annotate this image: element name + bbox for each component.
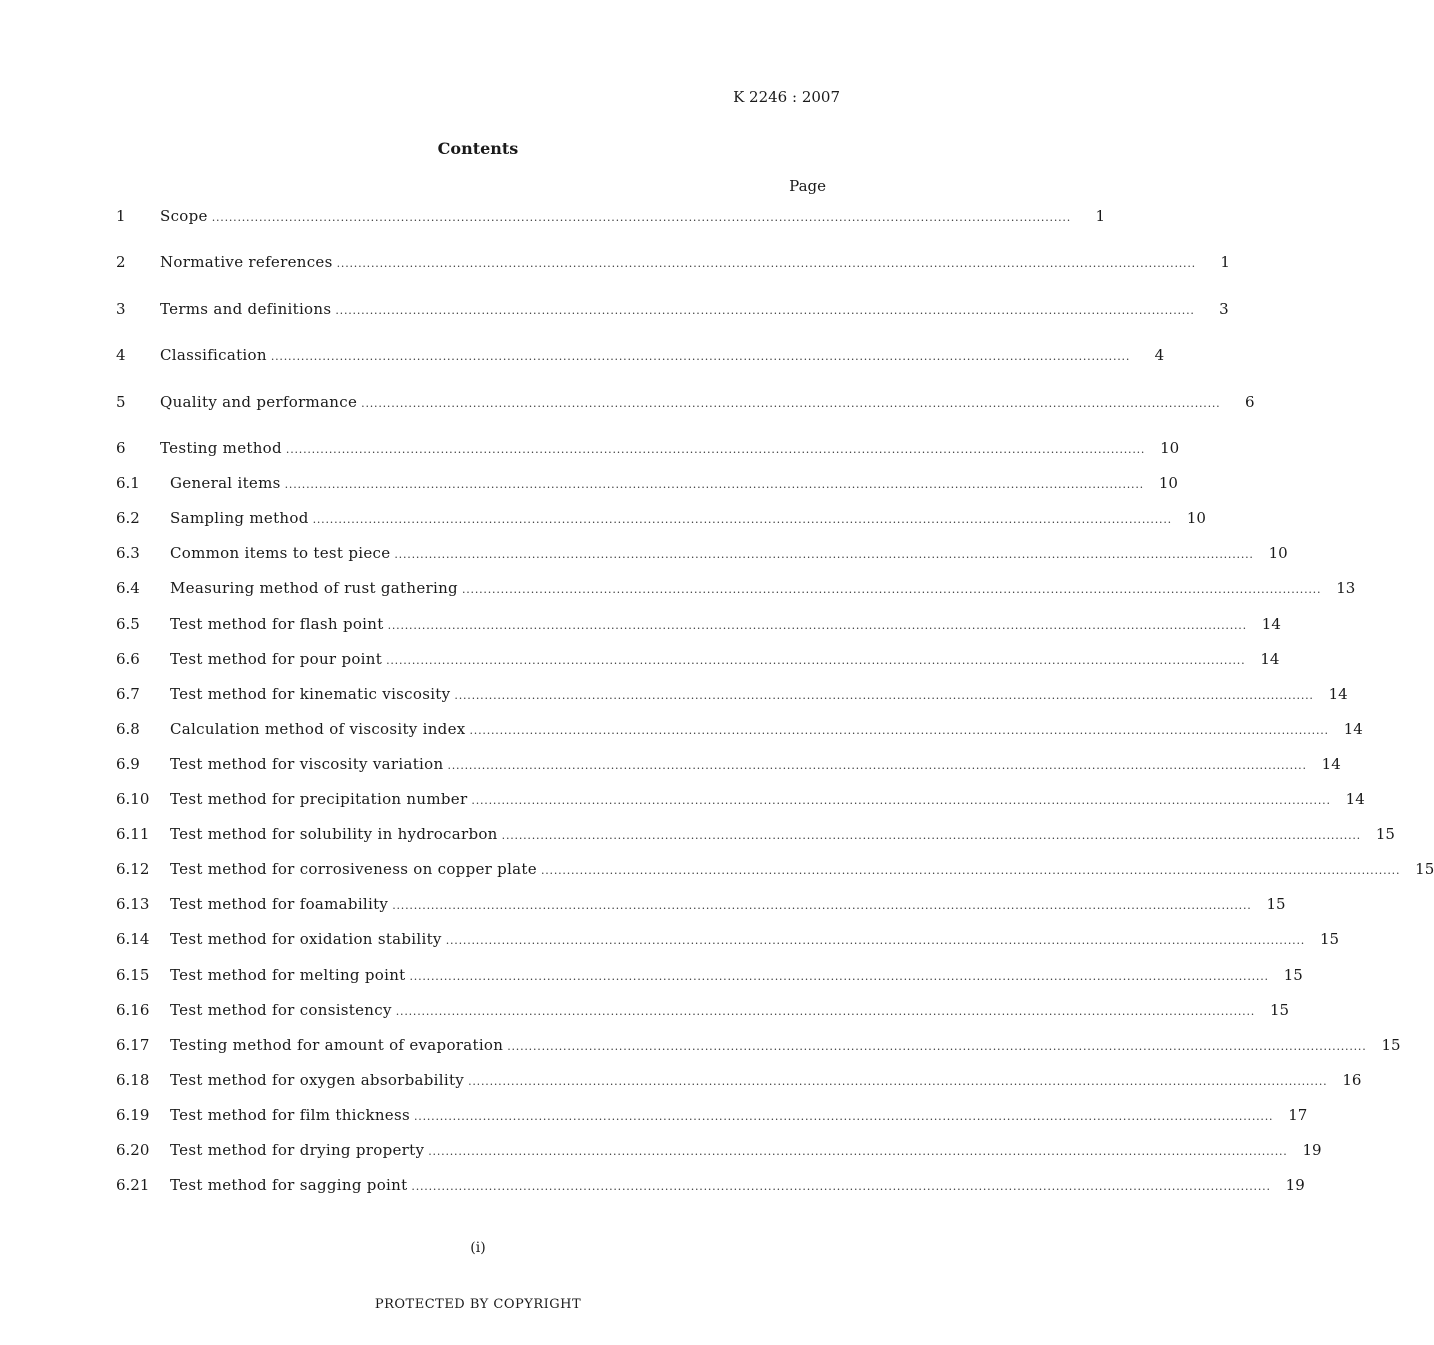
leader-dots: ........................................................................................................................................................................................................ [387,618,1247,632]
toc-entry-label[interactable]: Scope [160,207,208,225]
leader-dots: ........................................................................................................................................................................................................ [413,1109,1274,1123]
toc-entry-label[interactable]: Normative references [160,253,333,272]
toc-entry-number: 1 [116,207,126,225]
toc-entry[interactable] [116,253,1230,275]
toc-entry-label[interactable]: Test method for oxygen absorbability [170,1070,465,1089]
toc-entry[interactable] [116,1141,1322,1163]
toc-entry-page: 3 [1219,299,1229,318]
toc-entry-number: 6.19 [116,1105,150,1124]
toc-entry-number: 6.16 [116,1000,150,1019]
leader-dots: ........................................................................................................................................................................................................ [336,257,1196,271]
toc-entry-label[interactable]: Calculation method of viscosity index [170,719,466,738]
toc-entry-page: 19 [1285,1176,1305,1195]
toc-entry-page: 14 [1260,649,1280,668]
toc-entry[interactable] [116,299,1229,322]
toc-entry-number: 5 [116,392,126,411]
toc-entry-label[interactable]: Classification [160,346,267,365]
toc-entry-label[interactable]: Testing method [160,439,282,457]
toc-entry-page: 17 [1288,1105,1308,1124]
toc-entry-number: 6.15 [116,965,150,984]
toc-entry-number: 6.5 [116,614,140,633]
toc-entry-label[interactable]: Measuring method of rust gathering [170,579,458,598]
leader-dots: ........................................................................................................................................................................................................ [445,934,1306,948]
toc-entry-number: 4 [116,346,126,365]
toc-entry-number: 6.13 [116,895,150,914]
toc-entry-page: 15 [1375,825,1395,844]
toc-entry[interactable] [116,1035,1401,1058]
toc-entry-number: 3 [116,299,126,318]
toc-entry-label[interactable]: Test method for foamability [170,895,389,914]
toc-entry[interactable] [116,579,1356,601]
leader-dots: ........................................................................................................................................................................................................ [394,548,1254,562]
toc-entry-label[interactable]: Test method for solubility in hydrocarbon [170,825,498,844]
toc-entry[interactable] [116,825,1395,847]
toc-entry-number: 6.2 [116,509,140,528]
toc-entry-page: 16 [1342,1070,1362,1089]
toc-entry-number: 6.21 [116,1176,150,1195]
toc-entry[interactable] [116,965,1303,988]
toc-entry-number: 6.1 [116,474,140,493]
toc-entry[interactable] [116,509,1206,531]
toc-entry-page: 10 [1268,544,1288,563]
toc-entry-label[interactable]: Test method for drying property [170,1141,425,1159]
toc-entry-page: 14 [1343,719,1363,738]
leader-dots: ........................................................................................................................................................................................................ [211,211,1072,224]
toc-entry-label[interactable]: Test method for precipitation number [170,790,468,808]
toc-entry-label[interactable]: Test method for pour point [170,649,383,668]
toc-entry-page: 19 [1302,1141,1322,1159]
toc-entry[interactable] [116,392,1255,415]
toc-entry[interactable] [116,719,1363,742]
toc-entry-label[interactable]: Test method for viscosity variation [170,754,444,773]
toc-entry-page: 10 [1186,509,1206,528]
toc-entry[interactable] [116,790,1365,812]
toc-entry-label[interactable]: Test method for corrosiveness on copper plate [170,860,537,879]
toc-entry-number: 6.18 [116,1070,150,1089]
toc-entry-page: 14 [1261,614,1281,633]
toc-entry-number: 2 [116,253,126,272]
toc-entry-label[interactable]: Test method for flash point [170,614,384,633]
copyright-footer: PROTECTED BY COPYRIGHT [374,1297,582,1312]
toc-entry-number: 6.8 [116,719,140,738]
toc-entry-label[interactable]: Test method for oxidation stability [170,930,442,949]
leader-dots: ........................................................................................................................................................................................................ [386,653,1246,667]
toc-entry[interactable] [116,614,1281,637]
leader-dots: ........................................................................................................................................................................................................ [335,303,1195,317]
leader-dots: ........................................................................................................................................................................................................ [461,583,1322,597]
toc-entry[interactable] [116,544,1288,566]
toc-entry-label[interactable]: Test method for consistency [170,1000,392,1019]
toc-entry[interactable] [116,754,1341,777]
toc-entry-page: 15 [1319,930,1340,949]
leader-dots: ........................................................................................................................................................................................................ [507,1039,1367,1053]
toc-entry-number: 6.14 [116,930,150,949]
leader-dots: ........................................................................................................................................................................................................ [392,899,1252,913]
toc-entry[interactable] [116,346,1165,368]
toc-entry[interactable] [116,895,1286,917]
toc-entry-label[interactable]: Test method for melting point [170,965,406,984]
leader-dots: ........................................................................................................................................................................................................ [361,396,1221,410]
leader-dots: ........................................................................................................................................................................................................ [468,1074,1328,1088]
leader-dots: ........................................................................................................................................................................................................ [540,864,1401,878]
leader-dots: ........................................................................................................................................................................................................ [447,758,1307,772]
standard-code: K 2246 : 2007 [733,88,840,106]
leader-dots: ........................................................................................................................................................................................................ [270,350,1131,364]
toc-entry-page: 1 [1220,253,1230,272]
toc-entry-label[interactable]: Test method for sagging point [170,1176,408,1195]
leader-dots: ........................................................................................................................................................................................................ [501,829,1361,843]
toc-entry-number: 6.9 [116,754,140,773]
toc-entry-page: 15 [1415,860,1434,879]
toc-entry-label[interactable]: Sampling method [170,509,309,528]
toc-entry-page: 14 [1328,684,1348,703]
toc-entry-page: 4 [1154,346,1165,365]
toc-entry[interactable] [116,1176,1305,1198]
toc-entry-label[interactable]: General items [170,474,281,493]
toc-entry-page: 15 [1283,965,1303,984]
toc-entry[interactable] [116,649,1280,672]
toc-entry-label[interactable]: Testing method for amount of evaporation [170,1035,504,1054]
toc-entry-number: 6.4 [116,579,140,598]
toc-entry-page: 15 [1266,895,1286,914]
toc-entry[interactable] [116,930,1340,952]
toc-entry-label[interactable]: Test method for kinematic viscosity [170,684,451,703]
toc-entry-label[interactable]: Common items to test piece [170,544,391,563]
leader-dots: ........................................................................................................................................................................................................ [284,478,1144,492]
toc-entry-number: 6.3 [116,544,140,563]
toc-entry-page: 15 [1381,1035,1401,1054]
toc-entry-page: 14 [1321,754,1341,773]
page-title: Contents [437,139,519,158]
leader-dots: ........................................................................................................................................................................................................ [469,723,1329,737]
toc-entry-label[interactable]: Test method for film thickness [170,1105,410,1124]
leader-dots: ........................................................................................................................................................................................................ [428,1145,1288,1158]
toc-entry[interactable] [116,860,1434,882]
toc-entry-label[interactable]: Terms and definitions [160,299,332,318]
leader-dots: ........................................................................................................................................................................................................ [471,794,1331,807]
leader-dots: ........................................................................................................................................................................................................ [312,513,1172,527]
toc-entry-page: 15 [1269,1000,1290,1019]
toc-entry-number: 6 [116,439,126,457]
toc-entry[interactable] [116,1070,1362,1093]
toc-entry[interactable] [116,474,1178,496]
toc-entry[interactable] [116,684,1348,707]
toc-entry-number: 6.6 [116,649,140,668]
toc-entry-number: 6.17 [116,1035,150,1054]
leader-dots: ........................................................................................................................................................................................................ [409,969,1269,983]
toc-entry-number: 6.12 [116,860,150,879]
toc-entry-number: 6.20 [116,1141,150,1159]
page-column-label: Page [789,177,826,195]
toc-entry-number: 6.7 [116,684,140,703]
toc-entry-page: 6 [1244,392,1255,411]
leader-dots: ........................................................................................................................................................................................................ [285,443,1146,456]
toc-entry-page: 13 [1336,579,1356,598]
toc-entry-label[interactable]: Quality and performance [160,392,358,411]
leader-dots: ........................................................................................................................................................................................................ [395,1004,1256,1018]
toc-entry-number: 6.10 [116,790,150,808]
leader-dots: ........................................................................................................................................................................................................ [411,1180,1271,1194]
toc-entry[interactable] [116,439,1180,461]
toc-entry[interactable] [116,207,1106,229]
toc-entry[interactable] [116,1105,1308,1128]
toc-entry-number: 6.11 [116,825,150,844]
toc-entry-page: 10 [1160,439,1180,457]
page-number: (i) [470,1240,486,1256]
toc-entry-page: 14 [1345,790,1365,808]
toc-entry[interactable] [116,1000,1290,1023]
toc-entry-page: 1 [1095,207,1106,225]
leader-dots: ........................................................................................................................................................................................................ [454,688,1314,702]
toc-entry-page: 10 [1158,474,1178,493]
